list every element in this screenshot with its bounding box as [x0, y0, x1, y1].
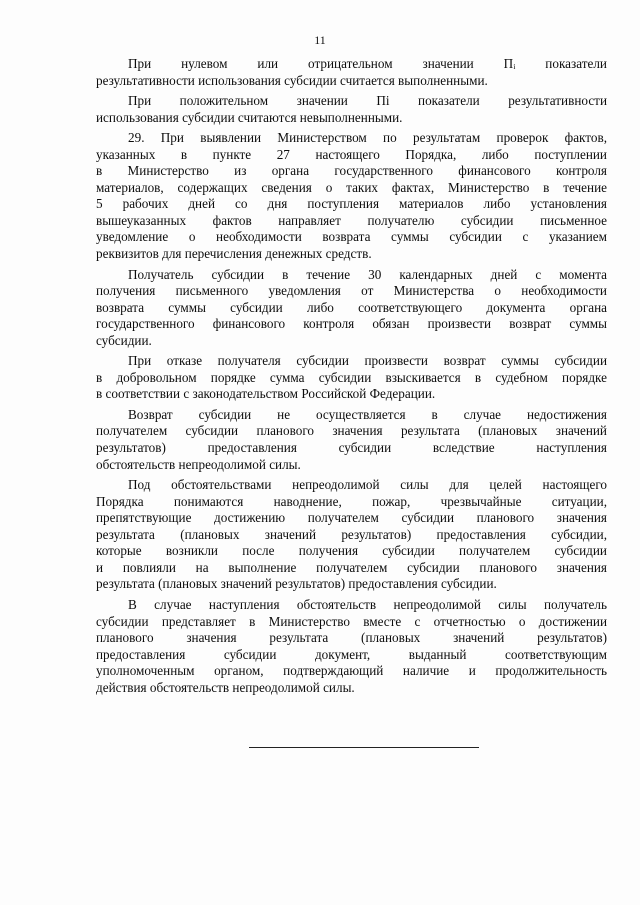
paragraph	[96, 56, 607, 89]
text-line: результата (плановых значений результатов) предоставления субсидии.	[96, 576, 497, 592]
closing-separator-line	[249, 747, 479, 748]
text-line: которые возникли после получения субсидии получателем субсидии	[96, 543, 607, 559]
text-line: обстоятельств непреодолимой силы.	[96, 456, 301, 472]
text-line: уведомление о необходимости возврата суммы субсидии с указанием	[96, 229, 607, 245]
text-line: получения письменного уведомления от Министерства о необходимости	[96, 283, 607, 299]
text-line: При положительном значении Пi показатели результативности	[128, 93, 607, 109]
paragraph	[96, 93, 607, 126]
document-body	[96, 56, 607, 696]
text-line: планового значения результата (плановых значений результатов)	[96, 630, 607, 646]
text-line: указанных в пункте 27 настоящего Порядка, либо поступлении	[96, 146, 607, 162]
text-line: получателем субсидии планового значения результата (плановых значений	[96, 423, 607, 439]
text-line: возврата суммы субсидии либо соответствующего документа органа	[96, 299, 607, 315]
text-line: субсидии.	[96, 332, 152, 348]
text-line: действия обстоятельств непреодолимой силы.	[96, 679, 355, 695]
text-line: Получатель субсидии в течение 30 календарных дней с момента	[128, 266, 607, 282]
text-line: При нулевом или отрицательном значении Пᵢ показатели	[128, 56, 607, 71]
paragraph	[96, 267, 607, 350]
text-line: и повлияли на выполнение получателем субсидии планового значения	[96, 559, 607, 575]
paragraph	[96, 477, 607, 593]
text-line: Порядка понимаются наводнение, пожар, чрезвычайные ситуации,	[96, 493, 607, 509]
text-line: уполномоченным органом, подтверждающий наличие и продолжительность	[96, 663, 607, 679]
text-line: результата (плановых значений результатов) предоставления субсидии,	[96, 526, 607, 542]
text-line: результатов) предоставления субсидии вследствие наступления	[96, 440, 607, 456]
text-line: 5 рабочих дней со дня поступления материалов либо установления	[96, 196, 607, 212]
text-line: в Министерство из органа государственного финансового контроля	[96, 163, 607, 179]
text-line: Под обстоятельствами непреодолимой силы для целей настоящего	[128, 477, 607, 493]
text-line: реквизитов для перечисления денежных средств.	[96, 246, 372, 262]
text-line: При отказе получателя субсидии произвести возврат суммы субсидии	[128, 353, 607, 369]
text-line: 29. При выявлении Министерством по результатам проверок фактов,	[128, 130, 607, 146]
text-line: в соответствии с законодательством Российской Федерации.	[96, 386, 436, 402]
paragraph	[96, 353, 607, 403]
text-line: материалов, содержащих сведения о таких фактах, Министерство в течение	[96, 179, 607, 195]
text-line: результативности использования субсидии считается выполненными.	[96, 72, 488, 88]
text-line: препятствующие достижению получателем субсидии планового значения	[96, 510, 607, 526]
text-line: Возврат субсидии не осуществляется в случае недостижения	[128, 406, 607, 422]
paragraph	[96, 130, 607, 262]
paragraph	[96, 597, 607, 696]
text-line: вышеуказанных фактов направляет получателю субсидии письменное	[96, 212, 607, 228]
text-line: в добровольном порядке сумма субсидии взыскивается в судебном порядке	[96, 369, 607, 385]
page-number: 11	[314, 33, 326, 47]
text-line: использования субсидии считаются невыполненными.	[96, 109, 403, 125]
text-line: субсидии представляет в Министерство вместе с отчетностью о достижении	[96, 613, 607, 629]
text-line: предоставления субсидии документ, выданный соответствующим	[96, 646, 607, 662]
paragraph	[96, 407, 607, 473]
text-line: В случае наступления обстоятельств непреодолимой силы получатель	[128, 596, 607, 612]
text-line: государственного финансового контроля обязан произвести возврат суммы	[96, 316, 607, 332]
